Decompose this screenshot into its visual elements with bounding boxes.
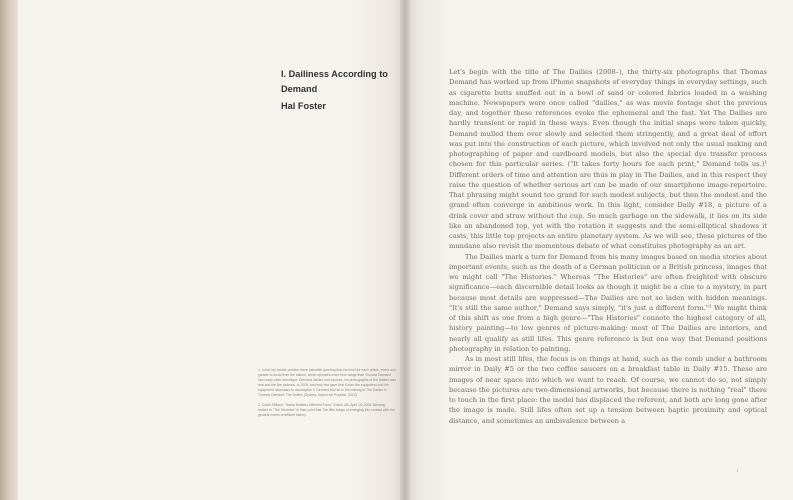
page-number: 1 (736, 468, 739, 473)
author-name: Hal Foster (281, 101, 326, 111)
paragraph: The Dailies mark a turn for Demand from his many images based on media stories about important events, such as the death of a German politician or a British princess, images that we might call "The Histories." Whereas "The Histories" are often freighted with obscure significance—each discernible detail looks as though it might be a clue to a mystery, in part because most details are suppressed—The Dailies are not so laden with hidden meanings. "It's still the same author," Demand says simply, "it's just a different form."² We might think of this shift as one from a high genre—"The Histories" connote the highest category of all, history painting—to low genres of picture-making: most of The Dailies are interiors, and nearly all qualify as still lifes. This genre reference is but one way that Demand positions photography in relation to painting. (449, 252, 767, 353)
paragraph: Let's begin with the title of The Dailies (2008–), the thirty-six photographs that Thomas Demand has worked up from iPhone snapshots of everyday things in everyday settings, such as cigarette butts snuffed out in a bowl of sand or colored fabrics loaded in a washing machine. Newspapers were once called "dailies," as was movie footage shot the previous day, and together these references evoke the ephemeral and the fast. Yet The Dailies are hardly transient or rapid in these ways. Even though the initial snaps were taken quickly, Demand mulled them over slowly and selected them stringently, and a great deal of effort was put into the construction of each picture, which involved not only the usual making and photographing of paper and cardboard models, but also the special dye transfer process chosen for this particular series. ("It takes forty hours for each print," Demand tells us.)¹ Different orders of time and attention are thus in play in The Dailies, and in this respect they raise the question of whether serious art can be made of our smartphone image-repertoire. That phrasing might sound too grand for such modest subjects, but then the modest and the grand often converge in ambitious work. In this light, consider Daily #18, a picture of a drink cover and straw without the cup. So much garbage on the sidewalk, it lies on its side like an abandoned top, yet with the rotation it suggests and the semi-elliptical shadows it casts, this little top projects an entire planetary system. As we will see, these pictures of the mundane also revisit the momentous debate of what constitutes photography as an art. (449, 68, 767, 251)
footnotes (258, 368, 396, 422)
body-text (449, 67, 767, 426)
footnote: 1. In the top border position there plausible greeting that can kind for each article, event and greater to avoid from the station, which operates more here range than Thomas Demand has ready other technique. Demand Dailies and sources, his photographs of the Dailies was real and the like pictures. In 2008, and very few gave that it from the equipment and the equipment necessary to accomplish it. Demand told an in the making of The Dailies in Thomas Demand: The Dailies (Sydney: Kaldor Art Projects, 2012). (258, 368, 396, 398)
book-gutter (400, 0, 410, 500)
footnote: 2. Calvin Milliard, "Santa Builders Different Form," Article 4/8, April 16, 2008. Benang, replied to "The Histories" in their point that The little things of emerging into contact with the general norms of difficult history. (258, 402, 395, 417)
book-edge (0, 0, 18, 500)
paragraph: As in most still lifes, the focus is on things at hand, such as the comb under a bathroom mirror in Daily #5 or the two coffee saucers on a breakfast table in Daily #15. These are images of near space into which we want to reach. Of course, we cannot do so, not simply because the pictures are two-dimensional artworks, but because there is nothing "real" there to touch in the first place: the model has displaced the referent, and both are long gone after the image is made. Still lifes often set up a tension between haptic proximity and optical distance, and sometimes an ambivalence between a (449, 355, 767, 425)
essay-title: I. Dailiness According to Demand (281, 69, 388, 94)
